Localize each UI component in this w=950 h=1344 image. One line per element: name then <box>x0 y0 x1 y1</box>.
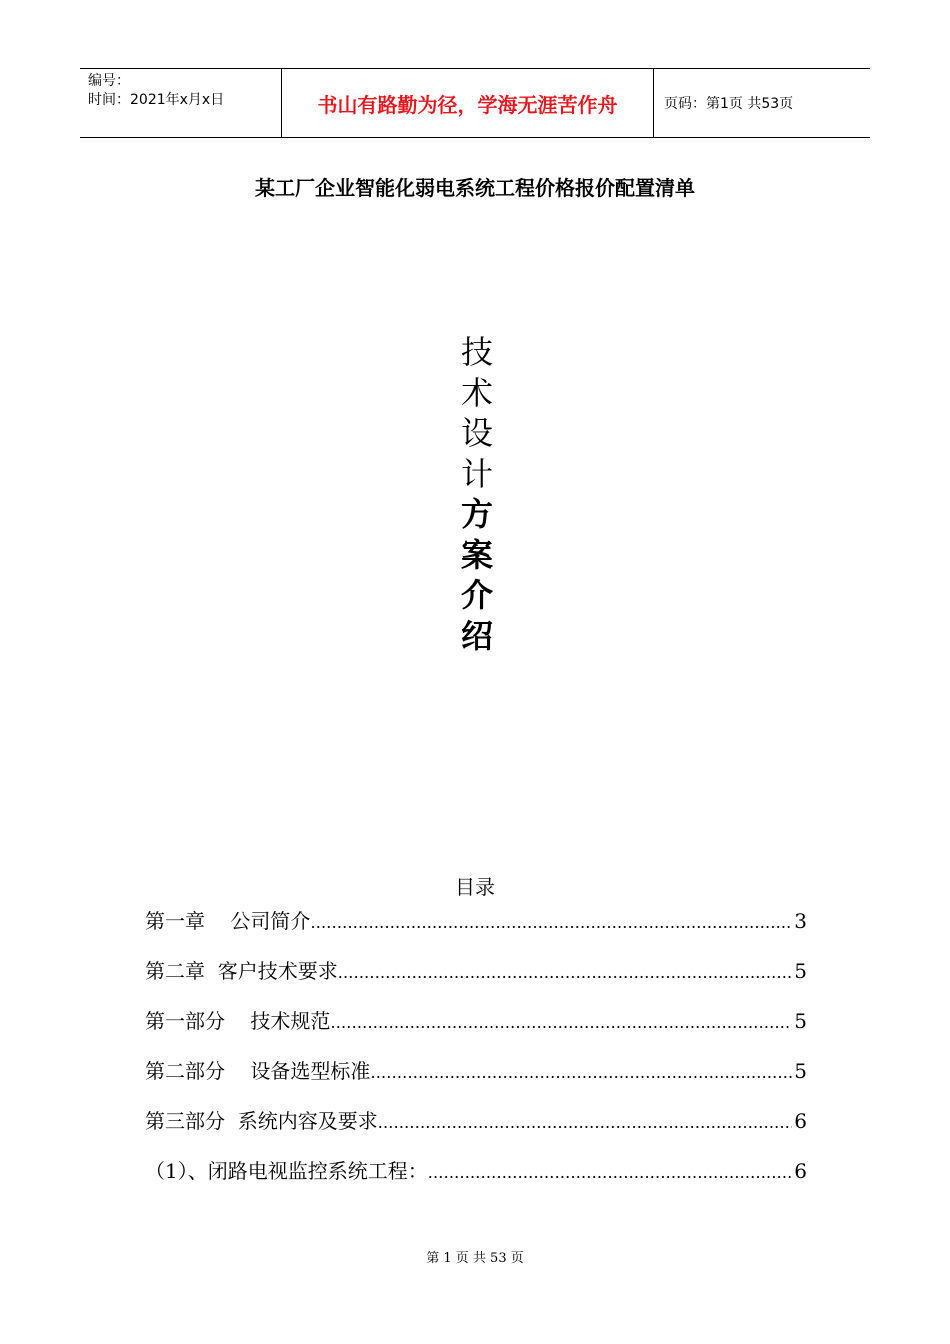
toc-entry-page: 6 <box>794 1159 807 1183</box>
toc-entry-label: 第二部分 设备选型标准 <box>145 1059 371 1083</box>
toc-leader-dots <box>378 1105 793 1141</box>
page-header <box>80 68 870 138</box>
toc-entry-label: 第三部分 系统内容及要求 <box>145 1109 378 1133</box>
document-title: 某工厂企业智能化弱电系统工程价格报价配置清单 <box>255 176 695 200</box>
toc-entry-label: 第一部分 技术规范 <box>145 1009 331 1033</box>
toc-entry-label: （1）、闭路电视监控系统工程： <box>145 1159 428 1183</box>
toc-entry[interactable] <box>145 1003 807 1053</box>
vertical-title-char: 介 <box>460 576 493 614</box>
toc-entry-page: 6 <box>794 1109 807 1133</box>
toc-leader-dots <box>428 1155 793 1191</box>
toc-entry[interactable] <box>145 903 807 953</box>
toc-entry-page: 5 <box>794 959 807 983</box>
toc-entry-page: 3 <box>794 909 807 933</box>
header-page-info: 页码：第1页 共53页 <box>664 96 794 112</box>
toc-leader-dots <box>338 955 793 991</box>
toc-entry-label: 第二章 客户技术要求 <box>145 959 338 983</box>
toc-entry[interactable] <box>145 1153 807 1203</box>
vertical-title-char: 设 <box>460 414 493 452</box>
header-slogan: 书山有路勤为径，学海无涯苦作舟 <box>282 69 654 137</box>
vertical-title-char: 计 <box>460 454 493 493</box>
toc-entry[interactable] <box>145 1053 807 1103</box>
vertical-title-char: 方 <box>460 495 493 533</box>
toc-title: 目录 <box>455 875 495 899</box>
vertical-title <box>457 332 497 656</box>
vertical-title-char: 技 <box>460 333 493 371</box>
toc-leader-dots <box>330 1005 792 1041</box>
toc-leader-dots <box>310 905 792 941</box>
vertical-title-char: 绍 <box>460 616 493 655</box>
time-label: 时间：2021年x月x日 <box>88 92 225 108</box>
toc-entry-page: 5 <box>794 1059 807 1083</box>
toc-entry[interactable] <box>145 1103 807 1153</box>
toc-entry[interactable] <box>145 953 807 1003</box>
vertical-title-char: 术 <box>460 373 493 412</box>
table-of-contents <box>145 903 807 1203</box>
toc-leader-dots <box>370 1055 792 1091</box>
page-footer: 第 1 页 共 53 页 <box>426 1251 524 1266</box>
vertical-title-char: 案 <box>460 535 493 574</box>
toc-entry-label: 第一章 公司简介 <box>145 909 311 933</box>
number-label: 编号： <box>88 73 130 89</box>
header-meta <box>80 69 282 137</box>
toc-entry-page: 5 <box>794 1009 807 1033</box>
